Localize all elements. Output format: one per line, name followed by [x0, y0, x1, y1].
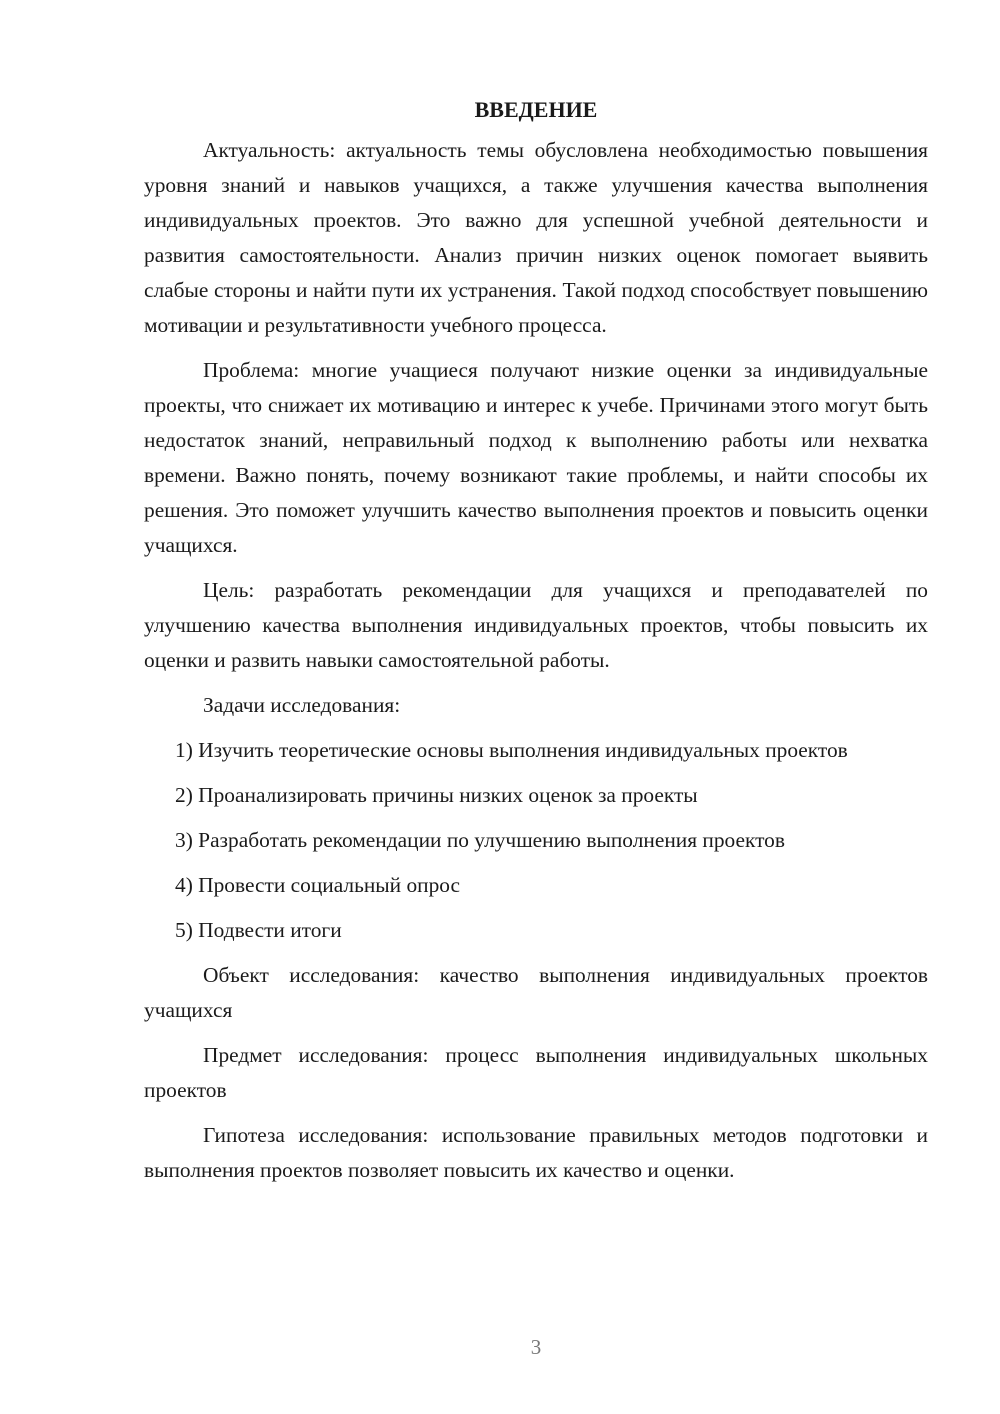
tasks-heading: Задачи исследования: — [203, 693, 401, 717]
relevance-paragraph: Актуальность: актуальность темы обусловлена необходимостью повышения уровня знаний и навыков учащихся, а также улучшения качества выполнения индивидуальных проектов. Это важно для успешной учебной деятельности и развития самостоятельности. Анализ причин низких оценок помогает выявить слабые стороны и найти пути их устранения. Такой подход способствует повышению мотивации и результативности учебного процесса. — [144, 138, 928, 337]
goal-paragraph: Цель: разработать рекомендации для учащихся и преподавателей по улучшению качества выполнения индивидуальных проектов, чтобы повысить их оценки и развить навыки самостоятельной работы. — [144, 578, 928, 672]
list-item: 3) Разработать рекомендации по улучшению выполнения проектов — [175, 828, 785, 852]
object-paragraph: Объект исследования: качество выполнения индивидуальных проектов учащихся — [144, 963, 928, 1022]
page-number: 3 — [530, 1335, 542, 1359]
subject-paragraph: Предмет исследования: процесс выполнения индивидуальных школьных проектов — [144, 1043, 928, 1102]
problem-paragraph: Проблема: многие учащиеся получают низкие оценки за индивидуальные проекты, что снижает их мотивацию и интерес к учебе. Причинами этого могут быть недостаток знаний, неправильный подход к выполнению работы или нехватка времени. Важно понять, почему возникают такие проблемы, и найти способы их решения. Это поможет улучшить качество выполнения проектов и повысить оценки учащихся. — [144, 358, 928, 557]
list-item: 2) Проанализировать причины низких оценок за проекты — [175, 783, 698, 807]
page-title: ВВЕДЕНИЕ — [474, 97, 598, 122]
list-item: 1) Изучить теоретические основы выполнения индивидуальных проектов — [175, 738, 848, 762]
list-item: 4) Провести социальный опрос — [175, 873, 461, 897]
document-page — [144, 92, 928, 1198]
list-item: 5) Подвести итоги — [175, 918, 342, 942]
hypothesis-paragraph: Гипотеза исследования: использование правильных методов подготовки и выполнения проектов позволяет повысить их качество и оценки. — [144, 1123, 928, 1182]
